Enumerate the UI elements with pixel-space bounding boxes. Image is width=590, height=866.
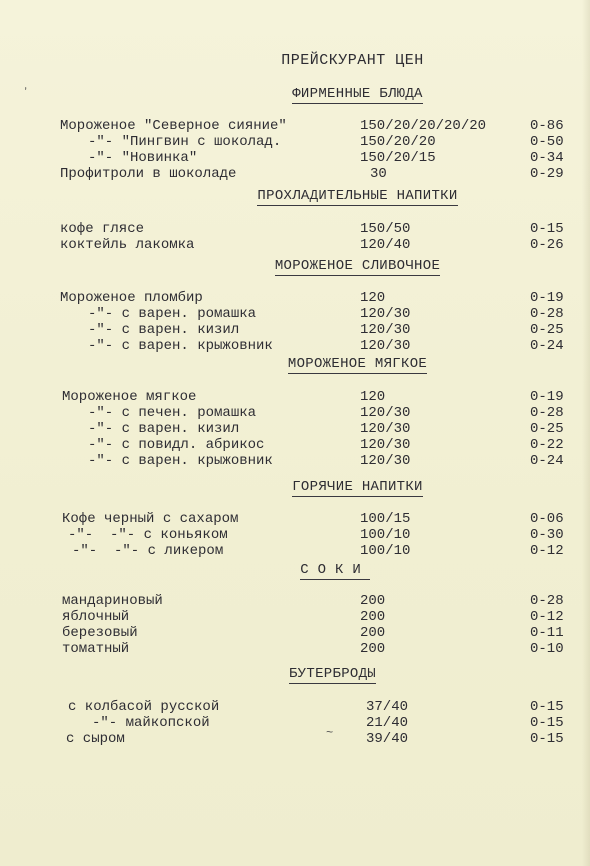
item-price: 0-86 — [530, 118, 564, 134]
item-quantity: 150/50 — [360, 221, 411, 237]
item-name: Мороженое мягкое — [62, 389, 197, 405]
item-price: 0-12 — [530, 609, 564, 625]
item-price: 0-22 — [530, 437, 564, 453]
section-heading: СОКИ — [300, 562, 370, 578]
price-list-title: ПРЕЙСКУРАНТ ЦЕН — [281, 52, 424, 69]
item-quantity: 30 — [370, 166, 387, 182]
item-name: -"- с варен. крыжовник — [88, 453, 273, 469]
item-name: яблочный — [62, 609, 130, 625]
item-price: 0-50 — [530, 134, 564, 150]
stray-ink-mark: ʼ — [22, 86, 30, 100]
item-quantity: 200 — [360, 593, 386, 609]
item-name: -"- майкопской — [92, 715, 210, 731]
item-quantity: 100/10 — [360, 543, 411, 559]
item-price: 0-15 — [530, 699, 564, 715]
menu-row — [0, 511, 590, 527]
item-name: -"- с варен. кизил — [88, 421, 240, 437]
item-price: 0-11 — [530, 625, 564, 641]
item-price: 0-25 — [530, 421, 564, 437]
item-quantity: 120/30 — [360, 437, 411, 453]
menu-row — [0, 699, 590, 715]
menu-row — [0, 641, 590, 657]
item-quantity: 200 — [360, 641, 386, 657]
item-price: 0-30 — [530, 527, 564, 543]
item-price: 0-28 — [530, 405, 564, 421]
menu-row — [0, 609, 590, 625]
item-name: -"- с варен. кизил — [88, 322, 240, 338]
menu-row — [0, 405, 590, 421]
item-name: с сыром — [66, 731, 125, 747]
item-quantity: 37/40 — [366, 699, 409, 715]
menu-row — [0, 306, 590, 322]
item-price: 0-28 — [530, 593, 564, 609]
menu-row — [0, 731, 590, 747]
stray-ink-mark: ~ — [326, 726, 334, 740]
item-quantity: 200 — [360, 625, 386, 641]
menu-row — [0, 338, 590, 354]
section-heading: ПРОХЛАДИТЕЛЬНЫЕ НАПИТКИ — [257, 188, 458, 204]
item-name: -"- с варен. ромашка — [88, 306, 257, 322]
menu-row — [0, 625, 590, 641]
item-price: 0-25 — [530, 322, 564, 338]
menu-row — [0, 715, 590, 731]
item-price: 0-19 — [530, 290, 564, 306]
item-price: 0-12 — [530, 543, 564, 559]
item-name: Мороженое "Северное сияние" — [60, 118, 287, 134]
item-name: мандариновый — [62, 593, 163, 609]
item-quantity: 21/40 — [366, 715, 409, 731]
item-name: -"- "Пингвин с шоколад. — [88, 134, 282, 150]
item-price: 0-19 — [530, 389, 564, 405]
menu-row — [0, 543, 590, 559]
menu-row — [0, 322, 590, 338]
menu-row — [0, 166, 590, 182]
menu-row — [0, 237, 590, 253]
item-name: -"- с повидл. абрикос — [88, 437, 265, 453]
section-heading: ФИРМЕННЫЕ БЛЮДА — [292, 86, 423, 102]
item-quantity: 120/30 — [360, 453, 411, 469]
item-quantity: 39/40 — [366, 731, 409, 747]
menu-row — [0, 389, 590, 405]
menu-row — [0, 118, 590, 134]
item-name: -"- с варен. крыжовник — [88, 338, 273, 354]
item-price: 0-15 — [530, 731, 564, 747]
item-price: 0-06 — [530, 511, 564, 527]
section-heading: МОРОЖЕНОЕ СЛИВОЧНОЕ — [274, 258, 441, 274]
item-name: Мороженое пломбир — [60, 290, 203, 306]
item-quantity: 150/20/15 — [360, 150, 436, 166]
item-quantity: 120/30 — [360, 306, 411, 322]
item-quantity: 120/30 — [360, 322, 411, 338]
section-heading: ГОРЯЧИЕ НАПИТКИ — [292, 479, 423, 495]
item-price: 0-26 — [530, 237, 564, 253]
item-name: с колбасой русской — [68, 699, 220, 715]
item-name: Профитроли в шоколаде — [60, 166, 237, 182]
item-name: -"- "Новинка" — [88, 150, 198, 166]
item-quantity: 100/10 — [360, 527, 411, 543]
menu-row — [0, 593, 590, 609]
item-quantity: 120 — [360, 290, 386, 306]
menu-row — [0, 150, 590, 166]
item-price: 0-15 — [530, 221, 564, 237]
item-price: 0-24 — [530, 338, 564, 354]
item-quantity: 120/40 — [360, 237, 411, 253]
item-quantity: 120/30 — [360, 405, 411, 421]
menu-row — [0, 221, 590, 237]
menu-row — [0, 527, 590, 543]
menu-row — [0, 437, 590, 453]
item-quantity: 120 — [360, 389, 386, 405]
section-heading: БУТЕРБРОДЫ — [288, 666, 376, 682]
item-quantity: 200 — [360, 609, 386, 625]
item-name: -"- -"- с коньяком — [68, 527, 228, 543]
item-price: 0-15 — [530, 715, 564, 731]
item-name: кофе глясе — [60, 221, 145, 237]
item-quantity: 120/30 — [360, 338, 411, 354]
menu-row — [0, 421, 590, 437]
menu-row — [0, 290, 590, 306]
item-price: 0-24 — [530, 453, 564, 469]
item-price: 0-34 — [530, 150, 564, 166]
item-name: -"- с печен. ромашка — [88, 405, 257, 421]
menu-row — [0, 453, 590, 469]
section-heading: МОРОЖЕНОЕ МЯГКОЕ — [287, 356, 428, 372]
item-quantity: 150/20/20 — [360, 134, 436, 150]
item-quantity: 150/20/20/20/20 — [360, 118, 487, 134]
menu-row — [0, 134, 590, 150]
item-name: томатный — [62, 641, 130, 657]
item-price: 0-29 — [530, 166, 564, 182]
item-name: Кофе черный с сахаром — [62, 511, 239, 527]
item-name: коктейль лакомка — [60, 237, 195, 253]
item-quantity: 120/30 — [360, 421, 411, 437]
item-quantity: 100/15 — [360, 511, 411, 527]
item-name: березовый — [62, 625, 138, 641]
item-name: -"- -"- с ликером — [72, 543, 224, 559]
item-price: 0-10 — [530, 641, 564, 657]
item-price: 0-28 — [530, 306, 564, 322]
